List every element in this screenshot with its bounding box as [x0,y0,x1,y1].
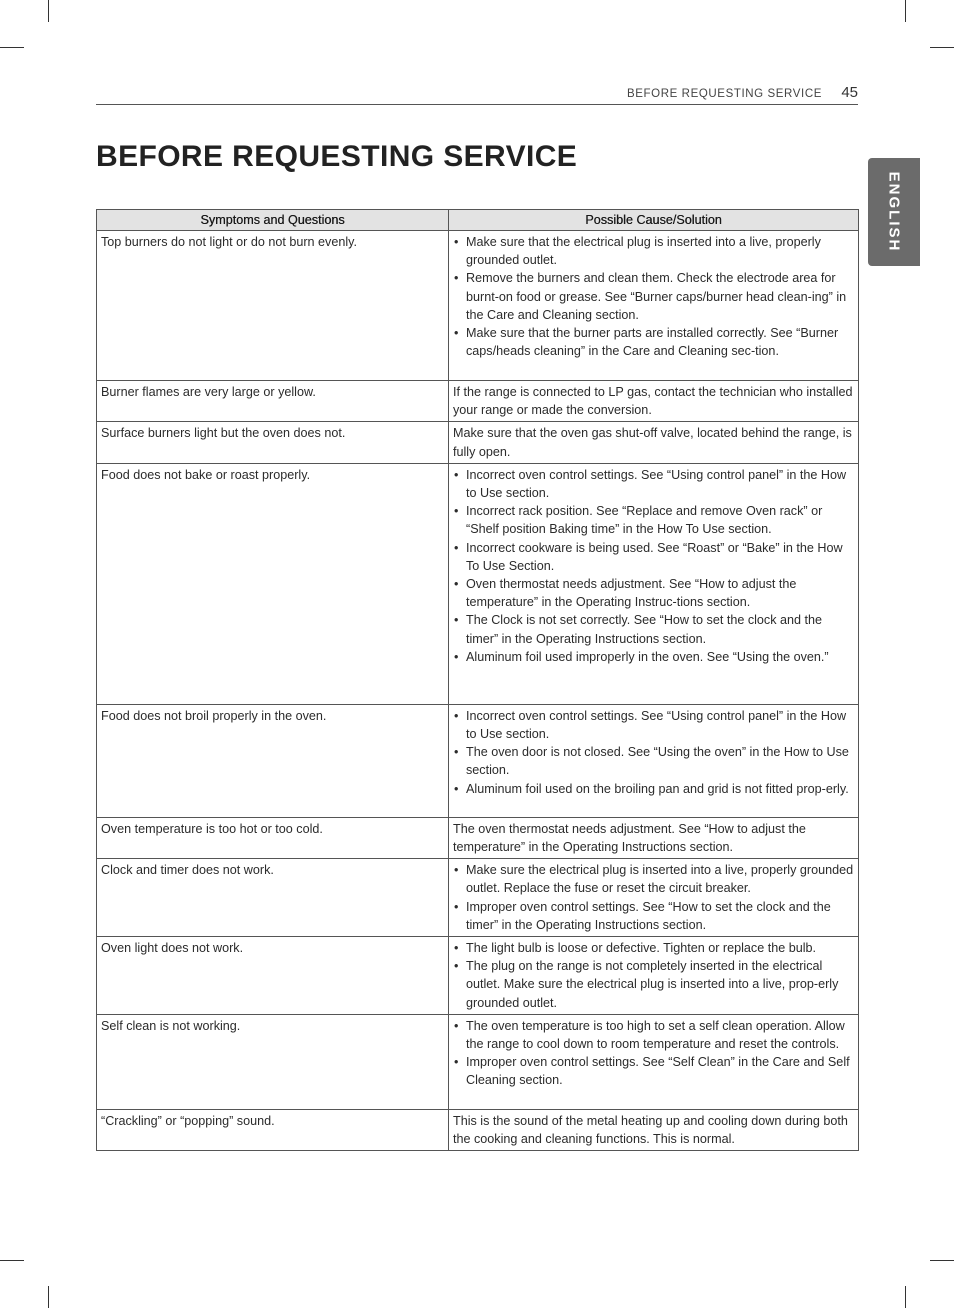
solution-item: • The plug on the range is not completely inserted in the electrical outlet. Make sure the electrical plug is inserted into a live, prop-erly grounded outlet. [453,957,854,1012]
table-row [97,859,859,937]
symptom-cell: Clock and timer does not work. [97,859,449,937]
solution-cell: If the range is connected to LP gas, contact the technician who installed your range or made the conversion. [449,381,859,422]
symptom-cell: Surface burners light but the oven does not. [97,422,449,463]
solution-cell [449,704,859,817]
page-title: BEFORE REQUESTING SERVICE [96,140,578,173]
solution-list [453,233,854,360]
solution-list [453,1017,854,1090]
language-tab [868,158,920,266]
language-tab-label: ENGLISH [885,171,903,253]
crop-mark [905,1286,906,1308]
crop-mark [930,47,954,48]
solution-cell: Make sure that the oven gas shut-off valve, located behind the range, is fully open. [449,422,859,463]
solution-cell [449,1014,859,1109]
crop-mark [905,0,906,22]
solution-item: • Improper oven control settings. See “How to set the clock and the timer” in the Operating Instructions section. [453,898,854,934]
solution-item: • Incorrect cookware is being used. See “Roast” or “Bake” in the How To Use Section. [453,539,854,575]
symptom-cell: Food does not bake or roast properly. [97,463,449,704]
solution-cell: The oven thermostat needs adjustment. See “How to adjust the temperature” in the Operating Instructions section. [449,817,859,858]
table-row [97,1014,859,1109]
solution-item: • Incorrect oven control settings. See “Using control panel” in the How to Use section. [453,466,854,502]
solution-cell [449,937,859,1015]
solution-cell [449,231,859,381]
solution-item: • Remove the burners and clean them. Check the electrode area for burnt-on food or grease. See “Burner caps/burner head clean-ing” in the Care and Cleaning section. [453,269,854,324]
solution-item: • Make sure the electrical plug is inserted into a live, properly grounded outlet. Replace the fuse or reset the circuit breaker. [453,861,854,897]
crop-mark [0,1260,24,1261]
solution-cell [449,859,859,937]
solution-item: • Aluminum foil used improperly in the oven. See “Using the oven.” [453,648,854,666]
table-row [97,231,859,381]
solution-list [453,466,854,666]
solution-item: • The Clock is not set correctly. See “How to set the clock and the timer” in the Operating Instructions section. [453,611,854,647]
solution-cell: This is the sound of the metal heating up and cooling down during both the cooking and cleaning functions. This is normal. [449,1109,859,1150]
symptom-cell: Self clean is not working. [97,1014,449,1109]
solution-item: • Improper oven control settings. See “Self Clean” in the Care and Self Cleaning section. [453,1053,854,1089]
solution-item: • The oven door is not closed. See “Using the oven” in the How to Use section. [453,743,854,779]
solution-cell [449,463,859,704]
solution-list [453,707,854,798]
running-header [96,84,858,105]
solution-item: • The oven temperature is too high to set a self clean operation. Allow the range to cool down to room temperature and reset the controls. [453,1017,854,1053]
crop-mark [0,47,24,48]
crop-mark [48,1286,49,1308]
symptom-cell: Oven temperature is too hot or too cold. [97,817,449,858]
table-row [97,463,859,704]
solution-list [453,939,854,1012]
column-header-solution: Possible Cause/Solution [449,210,859,231]
crop-mark [48,0,49,22]
symptom-cell: Top burners do not light or do not burn evenly. [97,231,449,381]
table-row [97,1109,859,1150]
page-number: 45 [841,84,858,101]
running-header-title: BEFORE REQUESTING SERVICE [627,88,822,100]
symptom-cell: Burner flames are very large or yellow. [97,381,449,422]
symptom-cell: Oven light does not work. [97,937,449,1015]
solution-item: • Make sure that the electrical plug is inserted into a live, properly grounded outlet. [453,233,854,269]
table-row [97,381,859,422]
table-header-row [97,210,859,231]
solution-item: • Aluminum foil used on the broiling pan and grid is not fitted prop-erly. [453,780,854,798]
solution-list [453,861,854,934]
table-row [97,937,859,1015]
crop-mark [930,1260,954,1261]
solution-item: • Incorrect rack position. See “Replace and remove Oven rack” or “Shelf position Baking time” in the How To Use section. [453,502,854,538]
table-row [97,817,859,858]
table-row [97,422,859,463]
solution-item: • Incorrect oven control settings. See “Using control panel” in the How to Use section. [453,707,854,743]
column-header-symptoms: Symptoms and Questions [97,210,449,231]
solution-item: • The light bulb is loose or defective. Tighten or replace the bulb. [453,939,854,957]
troubleshooting-table [96,209,859,1151]
table-row [97,704,859,817]
solution-item: • Make sure that the burner parts are installed correctly. See “Burner caps/heads cleaning” in the Care and Cleaning sec-tion. [453,324,854,360]
symptom-cell: Food does not broil properly in the oven. [97,704,449,817]
solution-item: • Oven thermostat needs adjustment. See “How to adjust the temperature” in the Operating Instruc-tions section. [453,575,854,611]
symptom-cell: “Crackling” or “popping” sound. [97,1109,449,1150]
